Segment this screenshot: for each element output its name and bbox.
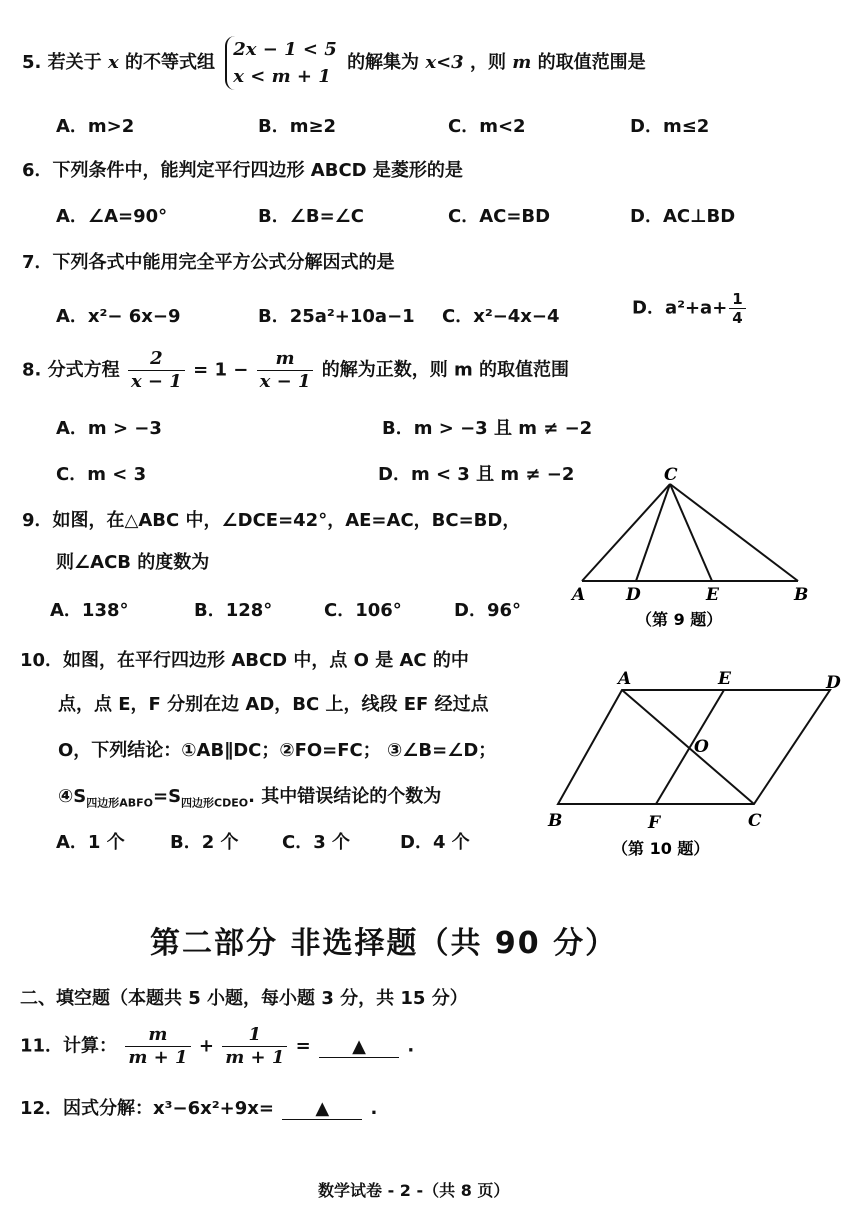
q9-option-b: B．128° — [194, 600, 273, 621]
fig10-label-e: E — [718, 669, 731, 689]
q11-f1-den: m + 1 — [128, 1047, 188, 1068]
q5-text-prefix: 若关于 — [47, 52, 102, 73]
q6-option-b: B．∠B=∠C — [258, 206, 365, 227]
fig9-label-d: D — [626, 585, 641, 605]
fig9-label-c: C — [664, 465, 678, 485]
q5-number: 5. — [22, 52, 42, 73]
q7-option-d — [632, 290, 748, 327]
q5-text-suffix2: ，则 — [469, 52, 506, 73]
q5-option-c: C．m<2 — [448, 116, 526, 137]
fig9-segment-bc — [670, 484, 798, 581]
q6-option-d: D．AC⊥BD — [630, 206, 736, 227]
q10-option-a: A．1 个 — [56, 832, 125, 853]
q8-equals: = 1 − — [193, 359, 249, 381]
question-6: 6．下列条件中，能判定平行四边形 ABCD 是菱形的是 — [22, 160, 463, 181]
q8-text-prefix: 分式方程 — [47, 359, 120, 381]
q7-option-b: B．25a²+10a−1 — [258, 306, 415, 327]
q5-option-a: A．m>2 — [56, 116, 135, 137]
q10-option-b: B．2 个 — [170, 832, 239, 853]
q5-option-b: B．m≥2 — [258, 116, 337, 137]
question-10-line-4 — [58, 782, 441, 811]
q11-f2-den: m + 1 — [225, 1047, 285, 1068]
q5-variable: x — [107, 52, 119, 73]
q11-fraction-2 — [222, 1024, 287, 1069]
question-11 — [20, 1024, 414, 1069]
q11-number: 11．计算： — [20, 1035, 118, 1057]
q10-option-d: D．4 个 — [400, 832, 470, 853]
question-10-line-1: 10．如图，在平行四边形 ABCD 中，点 O 是 AC 的中 — [20, 650, 469, 671]
q10-s1: ④S — [58, 786, 87, 807]
q11-fraction-1 — [125, 1024, 190, 1069]
q8-option-d: D．m < 3 且 m ≠ −2 — [378, 464, 575, 485]
q11-f1-num: m — [125, 1024, 190, 1047]
fig10-label-o: O — [694, 737, 709, 757]
q8-f2-num: m — [257, 348, 314, 371]
q9-option-a: A．138° — [50, 600, 129, 621]
q12-period: . — [370, 1098, 378, 1119]
q8-f1-num: 2 — [128, 348, 185, 371]
question-9-line-2: 则∠ACB 的度数为 — [56, 552, 210, 573]
q8-number: 8. — [22, 359, 42, 381]
q8-f1-den: x − 1 — [130, 371, 182, 392]
q7-option-d-text: D．a²+a+ — [632, 297, 728, 319]
q8-option-a: A．m > −3 — [56, 418, 162, 439]
fig10-label-b: B — [548, 811, 563, 831]
question-8 — [22, 348, 569, 393]
q11-f2-num: 1 — [222, 1024, 287, 1047]
q8-text-suffix: 的解为正数，则 m 的取值范围 — [321, 359, 570, 381]
q9-option-c: C．106° — [324, 600, 402, 621]
page-footer: 数学试卷 - 2 -（共 8 页） — [318, 1181, 510, 1200]
fig10-label-a: A — [618, 669, 632, 689]
q10-s2: =S — [152, 786, 182, 807]
fig9-segment-ac — [582, 484, 670, 581]
fig9-segment-cd — [636, 484, 670, 581]
q6-option-c: C．AC=BD — [448, 206, 551, 227]
fig9-caption: （第 9 题） — [636, 610, 723, 629]
fig9-label-a: A — [572, 585, 586, 605]
question-12 — [20, 1094, 377, 1120]
q8-fraction-2 — [257, 348, 314, 393]
question-10-line-3: O，下列结论：①AB∥DC；②FO=FC； ③∠B=∠D； — [58, 740, 497, 761]
fig10-label-c: C — [748, 811, 762, 831]
q8-f2-den: x − 1 — [259, 371, 311, 392]
fig9-label-e: E — [706, 585, 719, 605]
q11-period: . — [407, 1035, 415, 1057]
q8-option-b: B．m > −3 且 m ≠ −2 — [382, 418, 593, 439]
q10-option-c: C．3 个 — [282, 832, 351, 853]
figure-9-triangle — [560, 458, 830, 638]
figure-10-parallelogram — [540, 668, 850, 864]
question-5 — [22, 36, 646, 90]
q5-option-d: D．m≤2 — [630, 116, 710, 137]
q5-inequality-2: x < m + 1 — [233, 66, 331, 87]
question-9-line-1: 9．如图，在△ABC 中，∠DCE=42°，AE=AC，BC=BD， — [22, 510, 521, 531]
q12-answer-blank[interactable]: ▲ — [282, 1098, 362, 1120]
q11-equals: = — [295, 1035, 311, 1057]
fig10-diagonal-ac — [622, 690, 754, 804]
fig10-segment-ef — [656, 690, 724, 804]
q10-s1-sub: 四边形ABFO — [86, 796, 153, 810]
q7-frac-den: 4 — [732, 309, 743, 327]
section-2-title: 第二部分 非选择题（共 90 分） — [150, 926, 618, 961]
q7-frac-num: 1 — [729, 290, 745, 309]
q8-option-c: C．m < 3 — [56, 464, 147, 485]
q5-text-mid: 的不等式组 — [124, 52, 215, 73]
question-10-line-2: 点，点 E，F 分别在边 AD，BC 上，线段 EF 经过点 — [58, 694, 489, 715]
fig10-label-d: D — [826, 673, 841, 693]
q9-option-d: D．96° — [454, 600, 521, 621]
q11-plus: + — [198, 1035, 214, 1057]
q8-fraction-1 — [128, 348, 185, 393]
fig9-segment-ce — [670, 484, 712, 581]
q10-line4-tail: . 其中错误结论的个数为 — [248, 786, 442, 807]
q5-text-suffix3: 的取值范围是 — [537, 52, 646, 73]
q7-option-c: C．x²−4x−4 — [442, 306, 560, 327]
fig9-label-b: B — [794, 585, 809, 605]
q5-condition: x<3 — [425, 52, 464, 73]
q12-text: 12．因式分解：x³−6x²+9x= — [20, 1098, 274, 1119]
q7-option-d-fraction — [729, 290, 745, 327]
q5-text-suffix1: 的解集为 — [347, 52, 420, 73]
fig10-label-f: F — [648, 813, 661, 833]
q5-inequality-1: 2x − 1 < 5 — [233, 39, 337, 60]
q5-inequality-system — [225, 36, 337, 90]
fig10-caption: （第 10 题） — [612, 839, 710, 858]
question-7: 7．下列各式中能用完全平方公式分解因式的是 — [22, 252, 395, 273]
q5-m: m — [512, 52, 532, 73]
section-2-subtitle: 二、填空题（本题共 5 小题，每小题 3 分，共 15 分） — [20, 988, 468, 1009]
q11-answer-blank[interactable]: ▲ — [319, 1036, 399, 1058]
q10-s2-sub: 四边形CDEO — [181, 796, 249, 810]
q7-option-a: A．x²− 6x−9 — [56, 306, 181, 327]
q6-option-a: A．∠A=90° — [56, 206, 168, 227]
